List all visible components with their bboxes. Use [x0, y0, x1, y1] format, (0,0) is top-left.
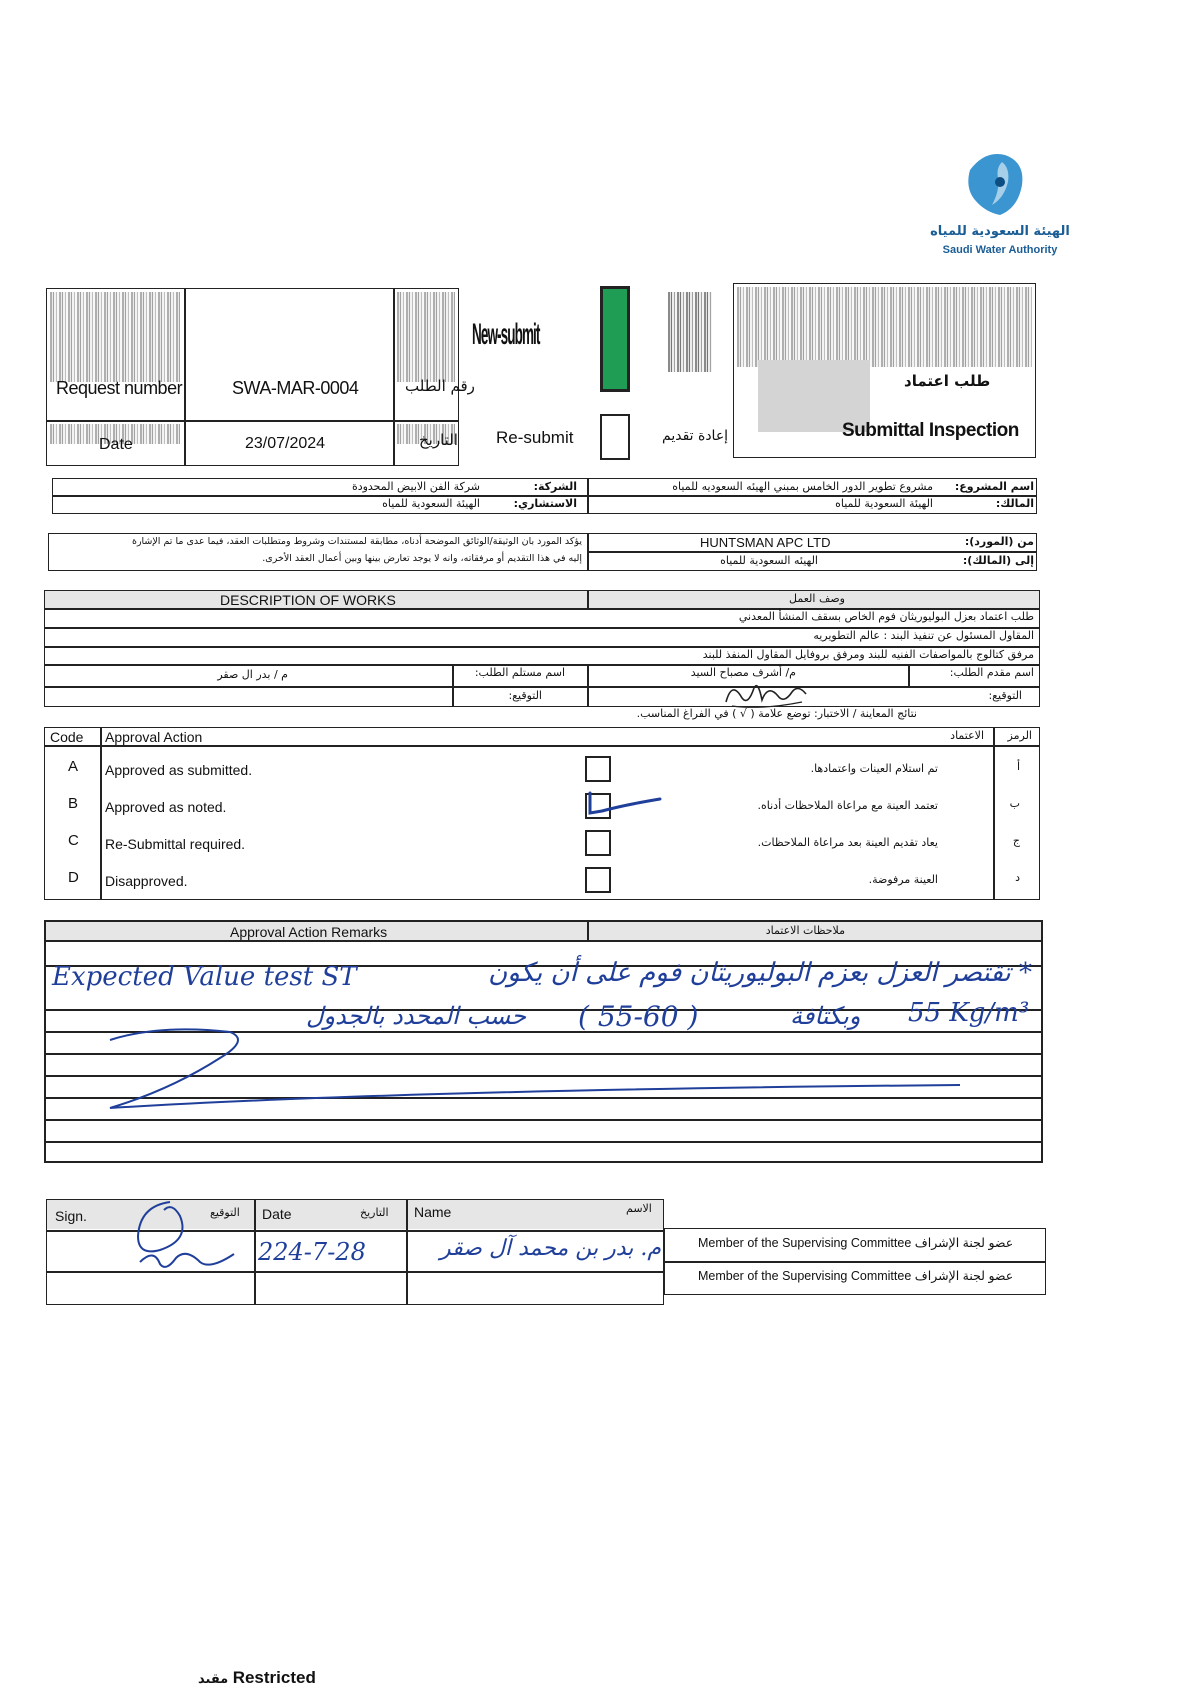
barcode-graphic [668, 292, 712, 372]
project-value: مشروع تطوير الدور الخامس بمبني الهيئه السعوديه للمياه [672, 480, 933, 493]
sign-header: Sign. [55, 1208, 87, 1224]
name-header-ar: الاسم [626, 1202, 652, 1215]
approval-action-header: Approval Action [105, 729, 203, 745]
owner-value: الهيئة السعودية للمياه [835, 497, 933, 510]
owner-label: المالك: [995, 497, 1034, 510]
consultant-value: الهيئة السعودية للمياه [382, 497, 480, 510]
works-header-ar: وصف العمل [789, 592, 845, 605]
approval-row [44, 830, 1040, 860]
remark-handwriting-density: وبكثافة [790, 1002, 861, 1030]
receiver-label: اسم مستلم الطلب: [474, 666, 565, 679]
check-mark-icon [584, 789, 674, 819]
new-submit-checkbox[interactable] [600, 286, 630, 392]
works-line: طلب اعتماد بعزل البوليوريثان فوم الخاص بسقف المنشأ المعدني [738, 610, 1034, 623]
works-header [45, 591, 1039, 608]
supervisor-signature-icon [110, 1196, 250, 1276]
approval-checkbox-d[interactable] [585, 867, 611, 893]
name-header: Name [414, 1204, 452, 1220]
works-line: مرفق كتالوج بالمواصفات الفنيه للبند ومرفق بروفايل المقاول المنفذ للبند [702, 648, 1034, 661]
approval-text: Approved as submitted. [105, 762, 253, 778]
approval-code-ar: أ [1016, 760, 1020, 773]
remark-handwriting-ar: * تقتصر العزل بعزم البوليوريثان فوم على أن يكون [488, 958, 1032, 988]
approval-action-header-ar: الاعتماد [950, 729, 984, 742]
works-line: المقاول المسئول عن تنفيذ البند : عالم التطويريه [813, 629, 1034, 642]
to-label: إلى (المالك): [962, 554, 1034, 567]
signoff-name-value: م. بدر بن محمد آل صقر [440, 1236, 662, 1261]
logo-english-name: Saudi Water Authority [942, 244, 1058, 256]
classification-en: Restricted [232, 1668, 316, 1684]
approval-code-ar: ج [1012, 834, 1020, 847]
declaration-line-1: يؤكد المورد بان الوثيقة/الوثائق الموضحة أدناه، مطابقة لمستندات وشروط ومتطلبات العقد، فيما عدى ما تم الإشارة [131, 536, 582, 547]
remark-handwriting-value: 55 Kg/m³ [908, 998, 1030, 1028]
classification-ar: مقيد [198, 1672, 229, 1684]
remark-handwriting-end: حسب المحدد بالجدول [306, 1002, 527, 1030]
remarks-header-en: Approval Action Remarks [230, 924, 388, 940]
request-number-value: SWA-MAR-0004 [232, 378, 359, 398]
re-submit-label-ar: إعادة تقديم [662, 428, 729, 444]
works-header-en: DESCRIPTION OF WORKS [220, 592, 396, 608]
company-value: شركة الفن الابيض المحدودة [351, 480, 480, 493]
committee-member-2: Member of the Supervising Committee عضو لجنة الإشراف [698, 1269, 1014, 1283]
date-value: 23/07/2024 [245, 435, 326, 452]
submittal-type-en: Submittal Inspection [842, 420, 1019, 441]
signoff-date-value: 224-7-28 [258, 1238, 366, 1266]
declaration-line-2: إليه في هذا التقديم أو مرفقاته، وانه لا يوجد تعارض بينها وبين أعمال العقد الأخرى. [262, 553, 582, 564]
submittal-type-ar: طلب اعتماد [904, 372, 991, 390]
barcode-graphic [50, 292, 180, 382]
re-submit-checkbox[interactable] [600, 414, 630, 460]
project-label: اسم المشروع: [954, 480, 1034, 493]
approval-code-ar: ب [1009, 797, 1020, 810]
consultant-label: الاستشاري: [513, 497, 577, 510]
from-value: HUNTSMAN APC LTD [700, 535, 831, 550]
sign-header-ar: التوقيع [210, 1206, 240, 1219]
approval-checkbox-c[interactable] [585, 830, 611, 856]
date-header: Date [262, 1206, 292, 1222]
to-value: الهيئه السعودية للمياه [720, 554, 818, 567]
approval-row [44, 867, 1040, 897]
logo [930, 150, 1070, 260]
approval-checkbox-a[interactable] [585, 756, 611, 782]
remarks-header [46, 922, 1041, 940]
applicant-value: م/ أشرف مصباح السيد [690, 666, 796, 679]
code-header-ar: الرمز [1007, 729, 1032, 742]
company-label: الشركة: [533, 480, 577, 493]
approval-row [44, 793, 1040, 823]
results-note: نتائج المعاينة / الاختبار: توضع علامة ( √ ) في الفراغ المناسب. [636, 707, 917, 720]
cancel-stroke-icon [100, 1010, 1000, 1110]
approval-text-ar: يعاد تقديم العينة بعد مراعاة الملاحظات. [757, 836, 938, 849]
approval-code: D [68, 869, 79, 886]
receiver-value: م / بدر ال صقر [217, 668, 288, 681]
from-label: من (المورد): [964, 535, 1034, 548]
committee-member-1: Member of the Supervising Committee عضو لجنة الإشراف [698, 1236, 1014, 1250]
approval-code: A [68, 758, 79, 775]
saudi-water-authority-logo-icon [930, 150, 1070, 220]
logo-arabic-name: الهيئة السعودية للمياه [930, 224, 1070, 239]
receiver-signature-label: التوقيع: [508, 689, 542, 702]
approval-text: Disapproved. [105, 873, 188, 889]
date-label: Date [99, 436, 133, 453]
approval-text-ar: تعتمد العينة مع مراعاة الملاحظات أدناه. [757, 799, 938, 812]
approval-text-ar: العينة مرفوضة. [868, 873, 938, 886]
approval-text: Re-Submittal required. [105, 836, 246, 852]
date-header-ar: التاريخ [360, 1206, 389, 1219]
approval-text: Approved as noted. [105, 799, 227, 815]
remark-handwriting-en: Expected Value test ST [52, 962, 357, 992]
approval-code: C [68, 832, 79, 849]
barcode-graphic [397, 292, 455, 382]
applicant-label: اسم مقدم الطلب: [949, 666, 1034, 679]
approval-row [44, 756, 1040, 786]
date-label-ar: التاريخ [419, 431, 458, 449]
approval-code: B [68, 795, 79, 812]
approval-code-ar: د [1015, 871, 1020, 884]
remark-handwriting-range: ( 55-60 ) [578, 1000, 699, 1033]
applicant-signature-label: التوقيع: [988, 689, 1022, 702]
request-number-label-ar: رقم الطلب [405, 377, 475, 395]
approval-text-ar: تم استلام العينات واعتمادها. [810, 762, 938, 775]
code-header: Code [50, 729, 84, 745]
remarks-header-ar: ملاحظات الاعتماد [765, 924, 845, 937]
classification-label [198, 1668, 316, 1684]
re-submit-label: Re-submit [496, 428, 574, 447]
new-submit-label: New-submit [472, 318, 540, 351]
barcode-graphic [737, 287, 1032, 367]
request-number-label: Request number [56, 378, 183, 398]
